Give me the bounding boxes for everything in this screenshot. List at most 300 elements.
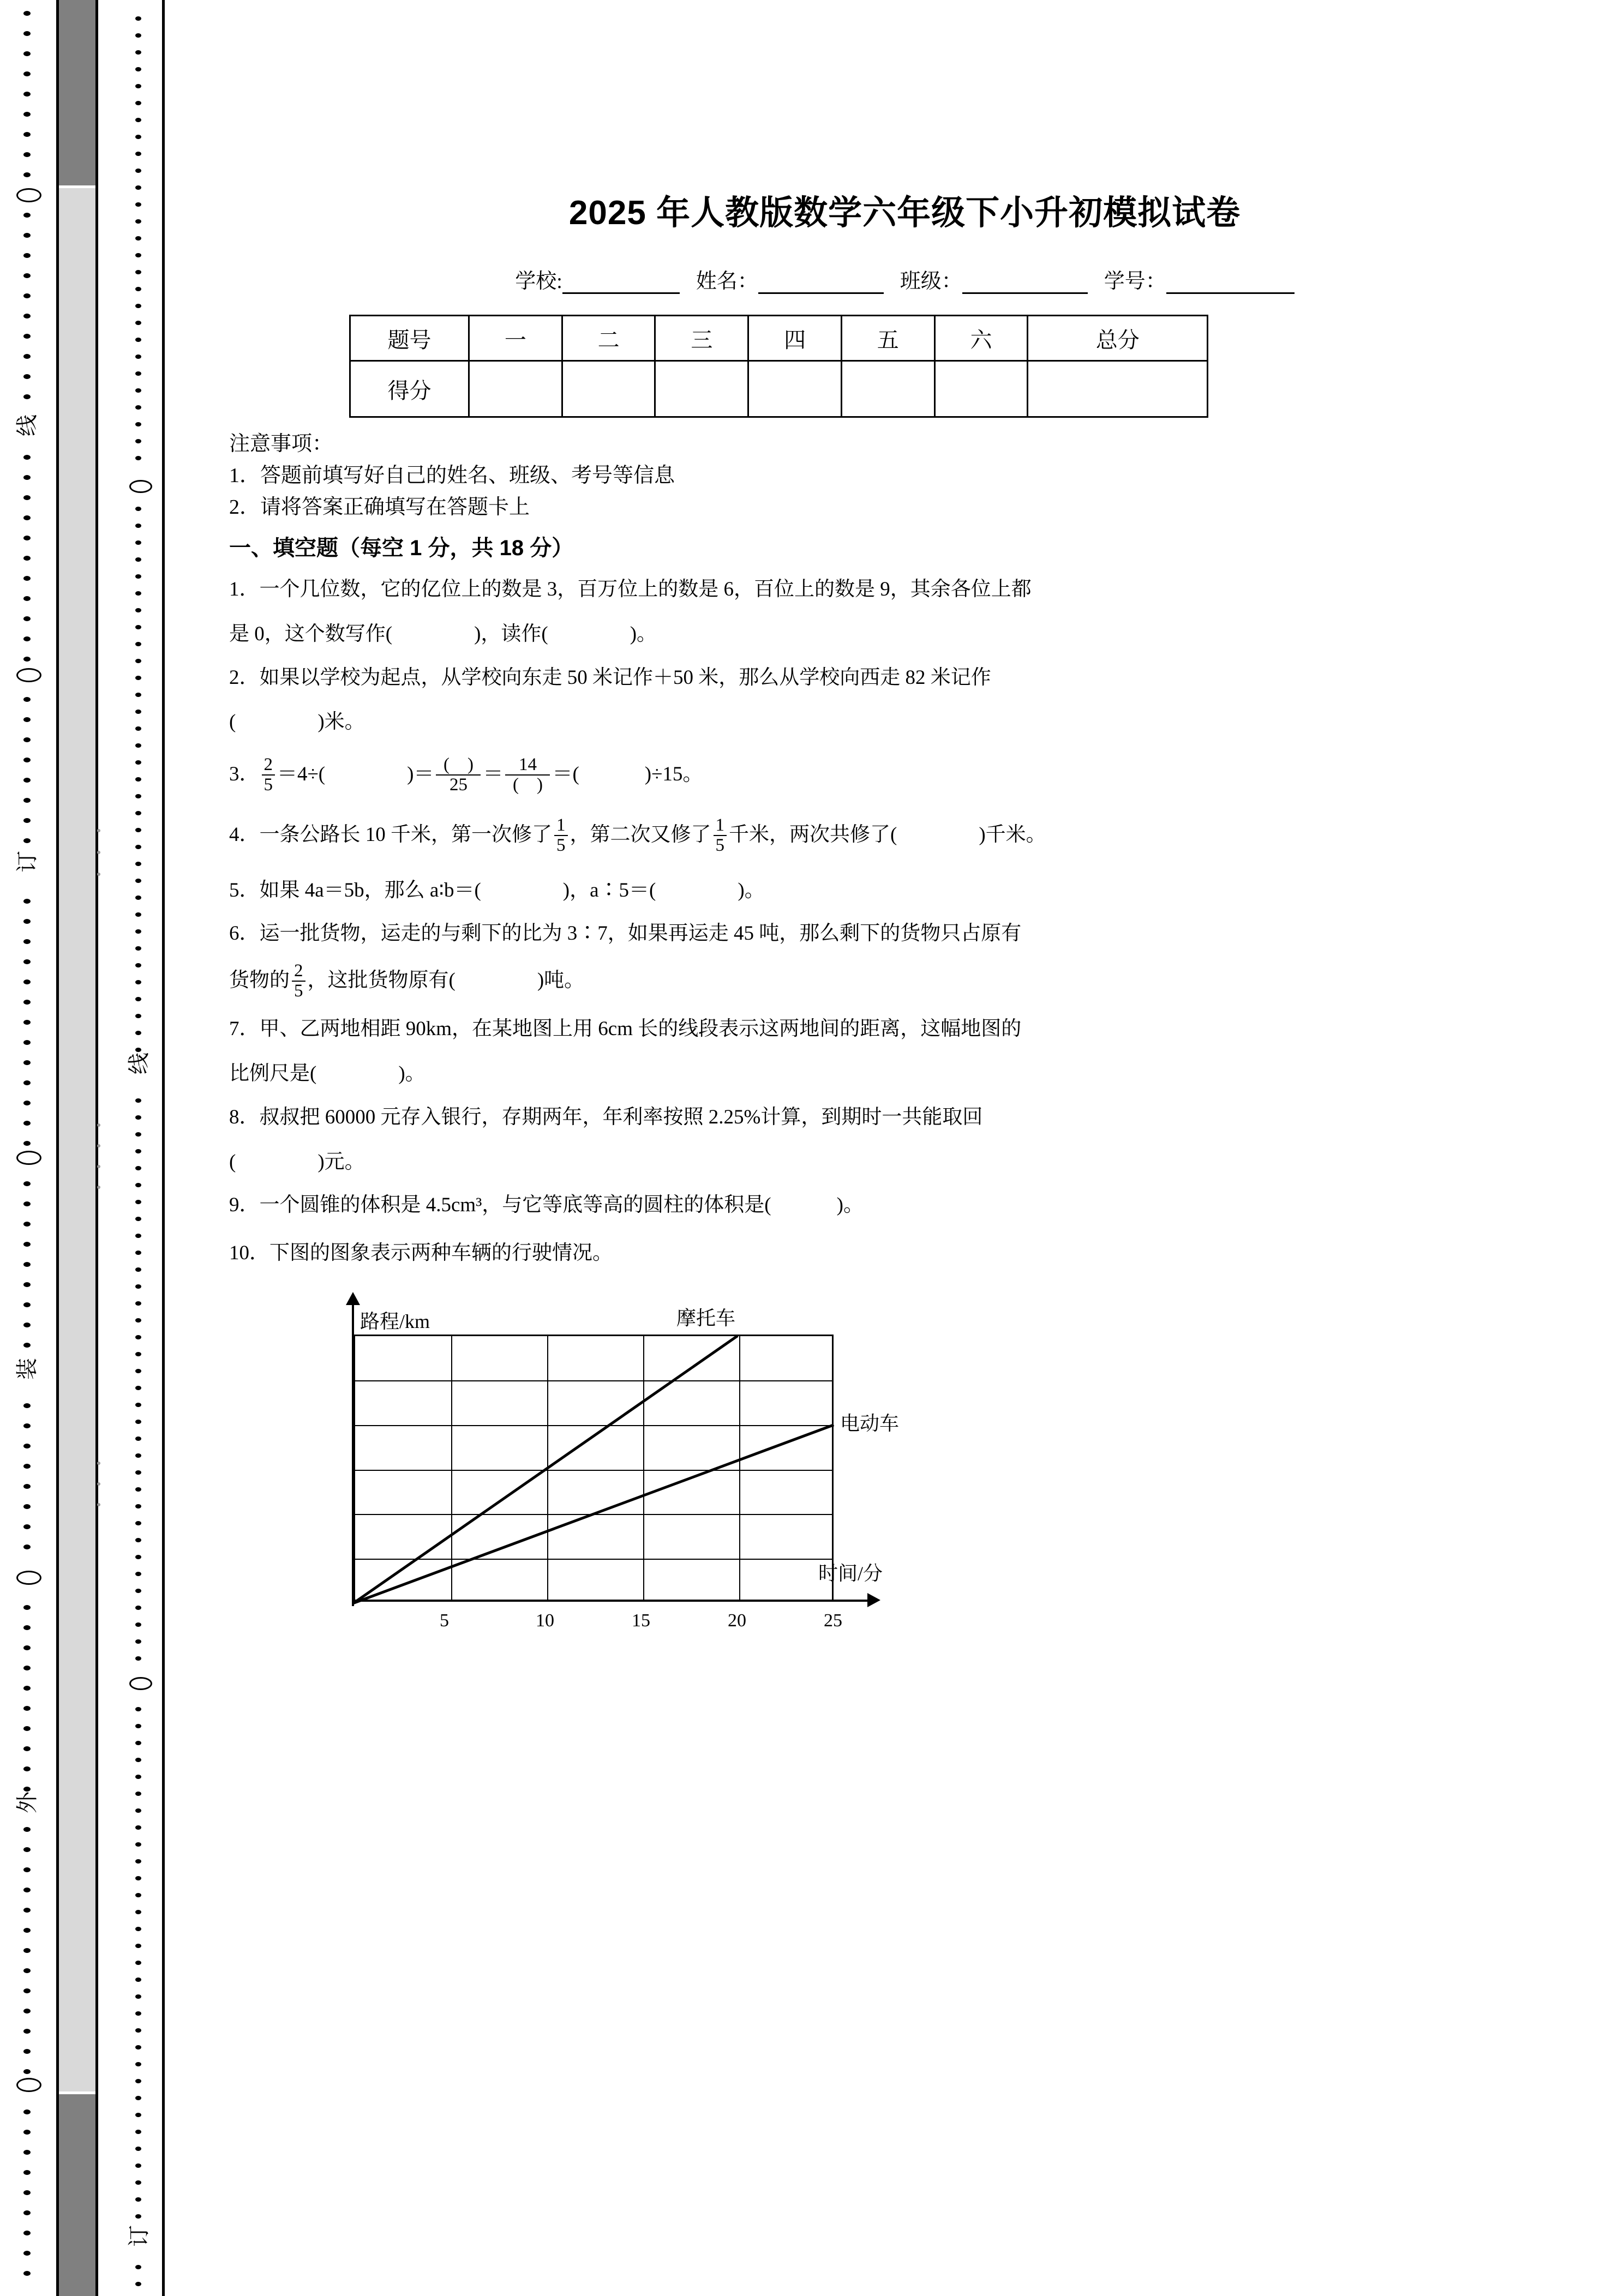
q2-text-b: )米。	[317, 711, 365, 734]
binding-dot-inner	[135, 1014, 141, 1018]
binding-faint-dot	[97, 1165, 100, 1168]
q4-text-a: 4．一条公路长 10 千米，第一次修了	[229, 824, 552, 846]
chart-series-label-ebike: 电动车	[840, 1412, 900, 1434]
binding-dot-inner	[135, 1859, 141, 1864]
binding-dot	[23, 1101, 31, 1105]
binding-dot	[23, 1847, 31, 1852]
q3-fraction-3	[505, 755, 550, 794]
q3-fraction-1	[262, 755, 275, 794]
binding-dot	[23, 1141, 31, 1146]
score-col-3: 三	[655, 316, 748, 361]
school-label: 学校:	[515, 270, 562, 293]
question-2-line-2	[229, 706, 1538, 738]
q6-text-d: )吨。	[537, 969, 585, 992]
binding-dot-inner	[135, 1352, 141, 1356]
binding-dot	[23, 818, 31, 823]
binding-dot-inner	[135, 2197, 141, 2202]
binding-dot	[23, 2009, 31, 2013]
binding-dot-inner	[135, 879, 141, 883]
q4-f2-denominator: 5	[714, 835, 727, 855]
chart-gridline-horizontal	[355, 1380, 832, 1381]
binding-gray-bar-top	[59, 0, 96, 185]
binding-dot-inner	[135, 118, 141, 122]
binding-dot	[23, 1282, 31, 1287]
binding-dot-inner	[135, 152, 141, 156]
q4-text-b: ，第二次又修了	[570, 824, 711, 846]
q9-text-b: )。	[836, 1194, 864, 1217]
binding-dot	[23, 1020, 31, 1025]
binding-oval-marker	[16, 2078, 41, 2092]
binding-dot	[23, 2109, 31, 2114]
binding-dot-inner	[135, 1775, 141, 1779]
chart-gridline-vertical	[451, 1336, 452, 1600]
q4-text-c: 千米，两次共修了(	[729, 824, 897, 846]
name-label: 姓名：	[696, 270, 758, 293]
binding-dot-inner	[135, 1825, 141, 1830]
score-col-6: 六	[934, 316, 1028, 361]
binding-dot	[23, 1423, 31, 1428]
q6-fraction-1	[292, 961, 305, 1000]
question-6-line-2	[229, 963, 1538, 1001]
binding-dot-inner	[135, 625, 141, 629]
binding-dot	[23, 1544, 31, 1549]
binding-dot-inner	[135, 845, 141, 849]
binding-dot-inner	[135, 338, 141, 342]
notice-item-1: 1．答题前填写好自己的姓名、班级、考号等信息	[229, 464, 675, 487]
binding-dot-inner	[135, 676, 141, 680]
school-blank[interactable]	[562, 292, 680, 294]
binding-dot	[23, 899, 31, 904]
q6-f1-denominator: 5	[292, 981, 305, 1001]
binding-dot	[23, 1726, 31, 1731]
binding-dot-inner	[135, 1893, 141, 1897]
chart-y-axis-label: 路程/km	[360, 1310, 430, 1332]
question-1-line-2	[229, 618, 1538, 650]
binding-dot	[23, 71, 31, 76]
q3-f3-denominator[interactable]: ( )	[505, 774, 550, 795]
binding-dot	[23, 1968, 31, 1973]
binding-dot-inner	[135, 828, 141, 832]
binding-dot-inner	[135, 1234, 141, 1238]
chart-x-tick-label: 15	[632, 1610, 650, 1631]
binding-dot-inner	[135, 540, 141, 545]
q4-f1-numerator: 1	[556, 815, 566, 836]
binding-dot	[23, 2271, 31, 2276]
binding-dot	[23, 737, 31, 742]
student-id-blank[interactable]	[1166, 292, 1295, 294]
binding-dot	[23, 233, 31, 238]
question-8-line-1: 8．叔叔把 60000 元存入银行，存期两年，年利率按照 2.25%计算，到期时一共能取回	[229, 1105, 983, 1128]
binding-dot	[23, 1908, 31, 1913]
binding-dot-inner	[135, 777, 141, 782]
page-title: 2025 年人教版数学六年级下小升初模拟试卷	[568, 194, 1241, 232]
binding-dot-inner	[135, 33, 141, 38]
binding-char-ding-inner: 订	[128, 2220, 150, 2252]
binding-dot-inner	[135, 1555, 141, 1559]
binding-dot	[23, 2210, 31, 2215]
binding-dot-inner	[135, 2147, 141, 2151]
binding-dot	[23, 31, 31, 36]
binding-dot-inner	[135, 1724, 141, 1728]
q3-text-2: )＝	[407, 763, 434, 786]
binding-dot-inner	[135, 135, 141, 139]
binding-dot-inner	[135, 2214, 141, 2219]
binding-dot-inner	[135, 253, 141, 257]
binding-dot	[23, 798, 31, 803]
notice-block	[229, 429, 1624, 523]
chart-gridline-horizontal	[355, 1470, 832, 1471]
binding-dot	[23, 1343, 31, 1348]
question-4	[229, 817, 1538, 856]
binding-dot	[23, 1928, 31, 1933]
q4-fraction-2	[714, 816, 727, 855]
binding-gray-bar-middle	[59, 188, 96, 2091]
binding-dot	[23, 717, 31, 722]
binding-dot-inner	[135, 1267, 141, 1272]
question-6	[229, 918, 1538, 1001]
q3-fraction-2	[436, 755, 481, 794]
binding-dot	[23, 576, 31, 581]
q3-f2-numerator[interactable]: ( )	[443, 755, 474, 775]
binding-dot-inner	[135, 794, 141, 798]
binding-dot	[23, 11, 31, 16]
binding-oval-marker	[16, 1571, 41, 1585]
binding-dot	[23, 1787, 31, 1792]
binding-dot-inner	[135, 202, 141, 207]
binding-dot-inner	[135, 574, 141, 579]
binding-dot-inner	[135, 1741, 141, 1745]
binding-dot-inner	[135, 1251, 141, 1255]
binding-dot	[23, 314, 31, 318]
binding-dot	[23, 1222, 31, 1227]
binding-dot	[23, 778, 31, 783]
binding-dot-inner	[135, 84, 141, 88]
binding-rule-left	[56, 0, 59, 2296]
binding-dot	[23, 596, 31, 601]
binding-dot	[23, 515, 31, 520]
binding-dot	[23, 838, 31, 843]
binding-dot	[23, 1302, 31, 1307]
binding-dot-inner	[135, 388, 141, 393]
chart-x-tick-label: 10	[536, 1610, 554, 1631]
binding-dot	[23, 455, 31, 460]
score-col-5: 五	[841, 316, 934, 361]
binding-dot-inner	[135, 439, 141, 443]
student-id-label: 学号：	[1104, 270, 1166, 293]
binding-dot-inner	[135, 557, 141, 562]
question-1-line-1: 1．一个几位数，它的亿位上的数是 3，百万位上的数是 6，百位上的数是 9，其余各位上都	[229, 578, 1032, 601]
q6-text-b: 货物的	[229, 969, 290, 992]
binding-dot-inner	[135, 2096, 141, 2100]
binding-dot	[23, 657, 31, 662]
q4-f1-denominator: 5	[554, 835, 568, 855]
binding-dot	[23, 253, 31, 258]
binding-char-wai: 外	[16, 1786, 38, 1819]
binding-dot-inner	[135, 1031, 141, 1035]
binding-dot	[23, 1504, 31, 1509]
question-3	[229, 756, 1538, 795]
binding-dot-inner	[135, 1470, 141, 1475]
binding-dot	[23, 132, 31, 137]
question-7	[229, 1013, 1538, 1089]
binding-dot-inner	[135, 354, 141, 359]
binding-dot-inner	[135, 50, 141, 55]
question-1	[229, 574, 1538, 650]
binding-dot	[23, 1060, 31, 1065]
exam-paper	[185, 0, 1624, 2296]
binding-dot	[23, 1121, 31, 1126]
q6-f1-numerator: 2	[294, 961, 303, 981]
binding-dot-inner	[135, 1132, 141, 1137]
score-table	[349, 315, 1208, 418]
binding-oval-marker-inner	[129, 480, 152, 493]
q4-text-d: )千米。	[979, 824, 1046, 846]
binding-dot-inner	[135, 2163, 141, 2168]
question-2	[229, 662, 1538, 738]
q5-text-b: )，a∶5＝(	[562, 879, 656, 901]
binding-margin	[0, 0, 185, 2296]
binding-faint-dot	[97, 1123, 100, 1127]
binding-dot-inner	[135, 743, 141, 748]
question-5	[229, 875, 1538, 906]
binding-dot-inner	[135, 912, 141, 917]
question-7-line-1: 7．甲、乙两地相距 90km，在某地图上用 6cm 长的线段表示这两地间的距离，这幅地图的	[229, 1018, 1022, 1041]
binding-faint-dot	[97, 1462, 100, 1465]
binding-faint-dot	[97, 1482, 100, 1486]
binding-dot-inner	[135, 67, 141, 71]
q1-text-c: )。	[630, 622, 657, 645]
binding-faint-dot	[97, 873, 100, 876]
score-col-2: 二	[562, 316, 655, 361]
binding-dot-inner	[135, 1521, 141, 1525]
q10-text-a: 10．下图的图象表示两种车辆的行驶情况。	[229, 1242, 613, 1264]
score-col-total: 总分	[1028, 316, 1208, 361]
binding-dot	[23, 1686, 31, 1691]
binding-dot-inner	[135, 608, 141, 612]
score-col-1: 一	[469, 316, 562, 361]
binding-dot	[23, 1262, 31, 1267]
binding-dot-inner	[135, 710, 141, 714]
binding-char-xian: 线	[16, 409, 38, 442]
binding-char-xian-inner: 线	[128, 1047, 150, 1080]
binding-dot-inner	[135, 1944, 141, 1948]
binding-dot	[23, 979, 31, 984]
binding-dot	[23, 939, 31, 944]
q2-text-a: (	[229, 711, 236, 734]
binding-faint-dot	[97, 851, 100, 854]
section-heading-fill-in-blanks: 一、填空题（每空 1 分，共 18 分）	[229, 536, 574, 561]
binding-dot-inner	[135, 726, 141, 731]
question-2-line-1: 2．如果以学校为起点，从学校向东走 50 米记作＋50 米，那么从学校向西走 82 米记作	[229, 666, 991, 689]
q3-f2-denominator: 25	[436, 774, 481, 795]
binding-dot	[23, 1323, 31, 1327]
binding-dot	[23, 616, 31, 621]
class-blank[interactable]	[962, 292, 1088, 294]
binding-dot-inner	[135, 2045, 141, 2049]
binding-dot	[23, 495, 31, 500]
binding-dot-inner	[135, 2180, 141, 2185]
question-10	[229, 1237, 1538, 1269]
binding-dot	[23, 51, 31, 56]
q3-number: 3．	[229, 763, 260, 786]
q7-text-c: )。	[398, 1062, 426, 1085]
binding-dot-inner	[135, 1589, 141, 1593]
binding-dot-inner	[135, 693, 141, 697]
binding-dot-inner	[135, 1301, 141, 1306]
binding-dot	[23, 2251, 31, 2256]
binding-dot-inner	[135, 1606, 141, 1610]
binding-dot-inner	[135, 1538, 141, 1542]
score-cell-total[interactable]	[1028, 361, 1208, 417]
q6-text-c: ，这批货物原有(	[307, 969, 456, 992]
binding-dot-inner	[135, 1504, 141, 1508]
binding-faint-dot	[97, 1144, 100, 1147]
binding-dot-inner	[135, 1420, 141, 1424]
binding-dot-inner	[135, 2079, 141, 2083]
question-9	[229, 1189, 1538, 1221]
binding-dot	[23, 1706, 31, 1711]
binding-dot-inner	[135, 929, 141, 934]
binding-dot	[23, 1444, 31, 1448]
question-7-line-2	[229, 1058, 1538, 1090]
binding-dot-inner	[135, 1166, 141, 1170]
score-col-4: 四	[748, 316, 842, 361]
notice-item-2: 2．请将答案正确填写在答题卡上	[229, 495, 530, 519]
binding-dot-inner	[135, 507, 141, 511]
binding-faint-dot	[97, 829, 100, 832]
q4-fraction-1	[554, 816, 568, 855]
binding-dot	[23, 1605, 31, 1610]
binding-dot	[23, 1988, 31, 1993]
binding-oval-marker	[16, 668, 41, 682]
q4-f2-numerator: 1	[715, 815, 724, 836]
binding-dot-inner	[135, 1403, 141, 1407]
binding-dot-inner	[135, 1335, 141, 1339]
score-cell-4[interactable]	[748, 361, 842, 417]
binding-dot-inner	[135, 2011, 141, 2016]
score-cell-2[interactable]	[562, 361, 655, 417]
question-8	[229, 1102, 1538, 1177]
notice-heading: 注意事项：	[229, 432, 333, 455]
binding-char-zhuang: 装	[16, 1353, 38, 1385]
binding-dot-inner	[135, 1369, 141, 1373]
binding-dot-inner	[135, 1707, 141, 1711]
binding-dot	[23, 2130, 31, 2135]
chart-gridline-horizontal	[355, 1425, 832, 1426]
student-info-line	[185, 264, 1624, 294]
binding-dot	[23, 1464, 31, 1469]
binding-dot	[23, 1948, 31, 1953]
binding-dot-inner	[135, 1622, 141, 1627]
binding-dot-inner	[135, 287, 141, 291]
chart-x-tick-label: 25	[824, 1610, 842, 1631]
binding-dot	[23, 213, 31, 218]
class-label: 班级：	[900, 270, 962, 293]
q3-f1-numerator: 2	[263, 755, 273, 775]
binding-dot-inner	[135, 1048, 141, 1052]
binding-dot-inner	[135, 270, 141, 274]
binding-dot-inner	[135, 236, 141, 241]
q8-text-b: (	[229, 1150, 236, 1173]
binding-dot-inner	[135, 591, 141, 596]
binding-dot	[23, 1827, 31, 1832]
score-cell-3[interactable]	[655, 361, 748, 417]
binding-dot-inner	[135, 946, 141, 951]
binding-dot	[23, 2069, 31, 2074]
binding-dot-inner	[135, 1200, 141, 1204]
score-table-row-label-header: 题号	[350, 316, 469, 361]
question-8-line-2	[229, 1146, 1538, 1178]
table-row-question-numbers	[350, 316, 1208, 361]
binding-dot-inner	[135, 16, 141, 21]
chart-x-tick-label: 5	[440, 1610, 449, 1631]
binding-dot	[23, 1201, 31, 1206]
binding-dot-inner	[135, 1758, 141, 1762]
name-blank[interactable]	[758, 292, 884, 294]
binding-oval-marker	[16, 1151, 41, 1165]
binding-dot-inner	[135, 760, 141, 765]
binding-dot-inner	[135, 185, 141, 190]
score-cell-6[interactable]	[934, 361, 1028, 417]
q8-text-c: )元。	[317, 1150, 365, 1173]
binding-dot	[23, 1242, 31, 1247]
binding-dot	[23, 758, 31, 762]
binding-dot-inner	[135, 1115, 141, 1120]
binding-dot	[23, 1000, 31, 1005]
binding-dot-inner	[135, 1453, 141, 1458]
chart-x-tick-label: 20	[728, 1610, 746, 1631]
binding-dot-inner	[135, 219, 141, 224]
binding-dot	[23, 394, 31, 399]
binding-dot	[23, 1484, 31, 1489]
binding-dot-inner	[135, 456, 141, 460]
binding-dot	[23, 2150, 31, 2155]
binding-dot	[23, 1746, 31, 1751]
binding-dot	[23, 919, 31, 924]
distance-time-chart	[273, 1291, 955, 1662]
binding-dot-inner	[135, 963, 141, 967]
binding-dot-inner	[135, 1487, 141, 1492]
binding-dot-inner	[135, 101, 141, 105]
binding-oval-marker-inner	[129, 1677, 152, 1690]
score-cell-5[interactable]	[841, 361, 934, 417]
q3-f3-numerator: 14	[518, 755, 537, 775]
binding-dot-inner	[135, 862, 141, 866]
q3-text-3: ＝	[483, 763, 504, 786]
binding-dot	[23, 1625, 31, 1630]
binding-dot-inner	[135, 321, 141, 325]
binding-dot-inner	[135, 642, 141, 646]
binding-dot	[23, 2029, 31, 2034]
binding-dot-inner	[135, 2062, 141, 2066]
chart-x-axis-label: 时间/分	[818, 1562, 883, 1584]
table-row-scores	[350, 361, 1208, 417]
binding-dot	[23, 374, 31, 379]
binding-dotted-track-outer	[15, 0, 39, 2296]
q3-text-4: ＝(	[552, 763, 579, 786]
binding-dot-inner	[135, 2028, 141, 2033]
binding-dot	[23, 1867, 31, 1872]
q3-text-1: ＝4÷(	[277, 763, 326, 786]
binding-dot	[23, 1080, 31, 1085]
binding-dot	[23, 636, 31, 641]
binding-dot	[23, 2049, 31, 2054]
binding-dot-inner	[135, 1149, 141, 1153]
score-cell-1[interactable]	[469, 361, 562, 417]
binding-dot	[23, 334, 31, 339]
binding-dot-inner	[135, 1183, 141, 1187]
binding-dot-inner	[135, 980, 141, 984]
